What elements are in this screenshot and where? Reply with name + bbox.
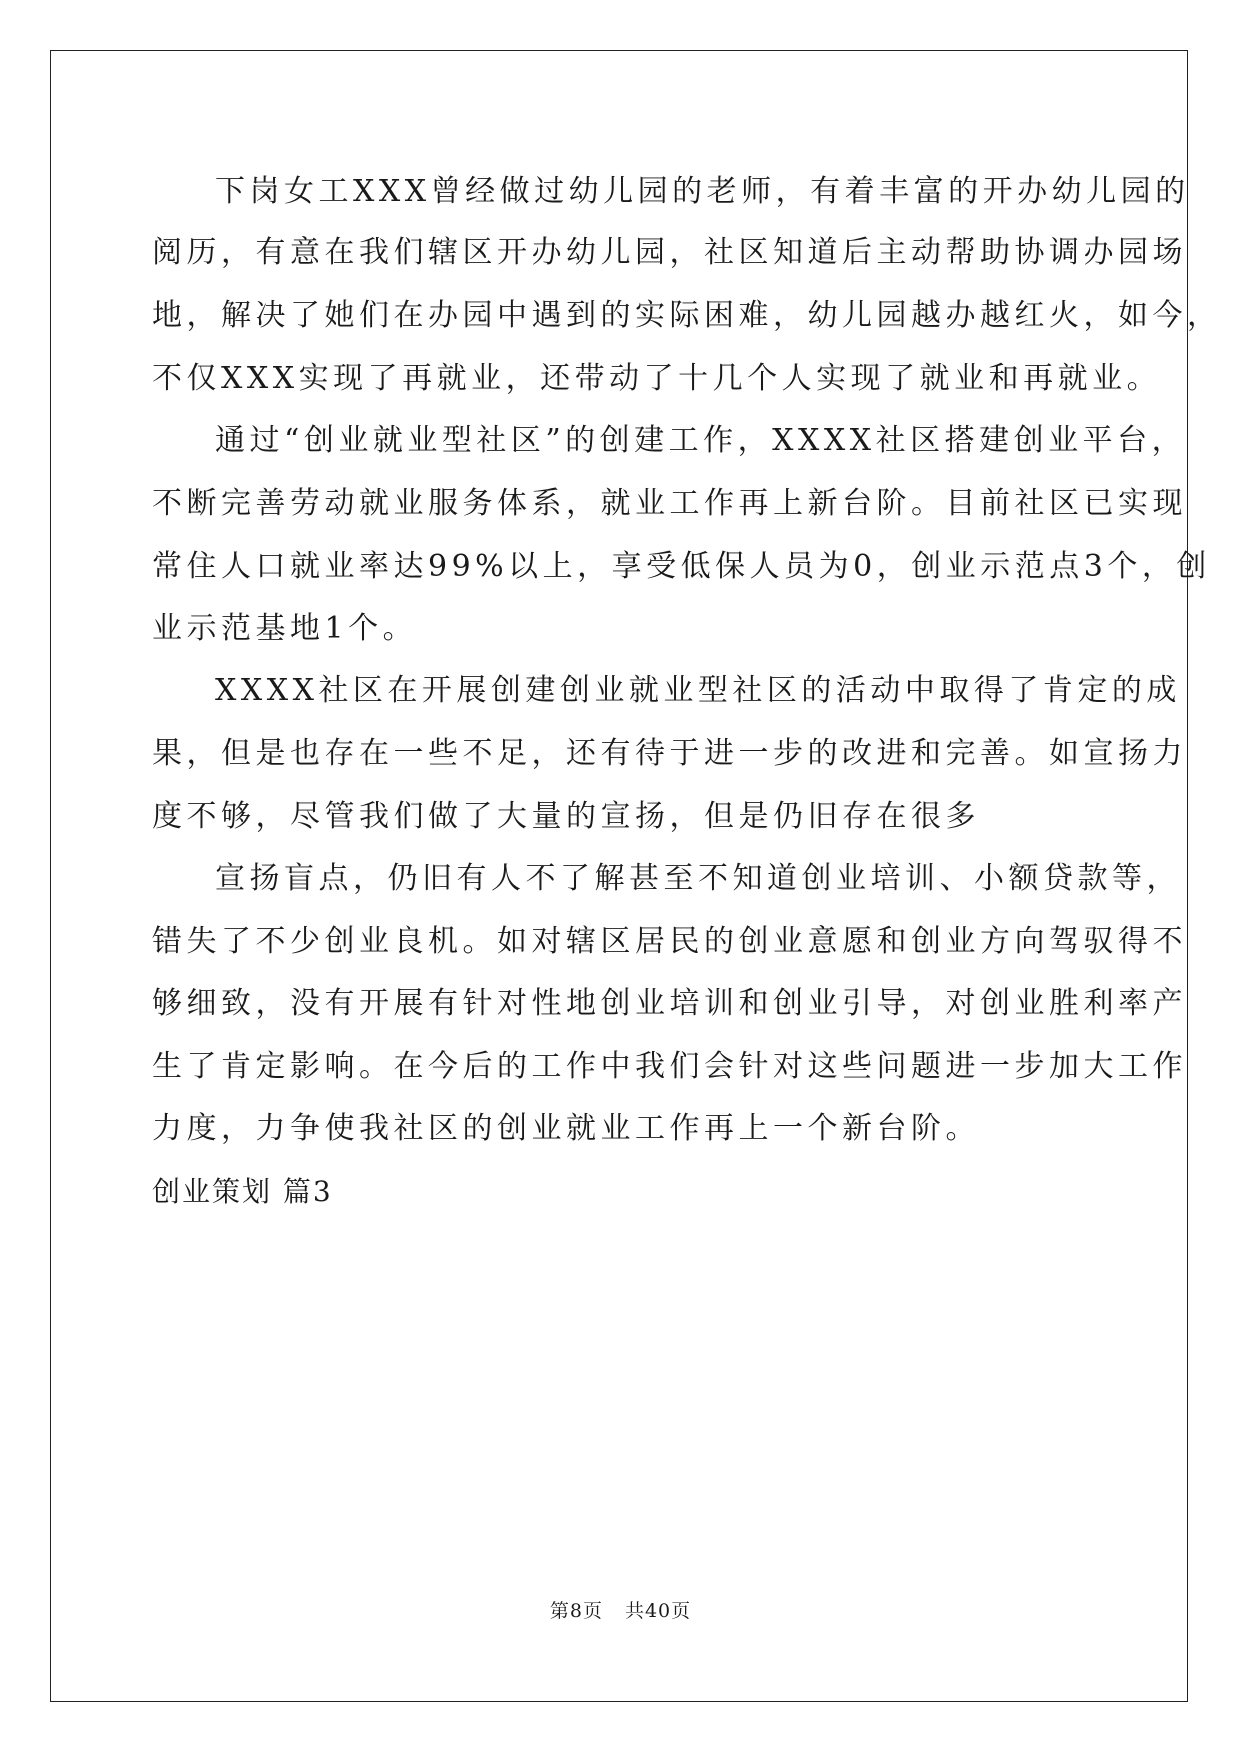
paragraph-1-line-3: 地，解决了她们在办园中遇到的实际困难，幼儿园越办越红火，如今，	[152, 298, 1222, 333]
paragraph-3-line-2: 果，但是也存在一些不足，还有待于进一步的改进和完善。如宣扬力	[152, 736, 1187, 771]
paragraph-4-line-3: 够细致，没有开展有针对性地创业培训和创业引导，对创业胜利率产	[152, 986, 1187, 1021]
paragraph-4-line-4: 生了肯定影响。在今后的工作中我们会针对这些问题进一步加大工作	[152, 1049, 1187, 1084]
page-total: 共40页	[624, 1600, 692, 1622]
paragraph-3-line-3: 度不够，尽管我们做了大量的宣扬，但是仍旧存在很多	[152, 799, 980, 834]
paragraph-4-line-1: 宣扬盲点，仍旧有人不了解甚至不知道创业培训、小额贷款等，	[215, 861, 1181, 896]
paragraph-3-line-1: XXXX社区在开展创建创业就业型社区的活动中取得了肯定的成	[215, 673, 1181, 708]
paragraph-4-line-2: 错失了不少创业良机。如对辖区居民的创业意愿和创业方向驾驭得不	[152, 924, 1187, 959]
paragraph-2-line-4: 业示范基地1个。	[152, 611, 418, 646]
paragraph-1-line-2: 阅历，有意在我们辖区开办幼儿园，社区知道后主动帮助协调办园场	[152, 235, 1187, 270]
paragraph-2-line-2: 不断完善劳动就业服务体系，就业工作再上新台阶。目前社区已实现	[152, 486, 1187, 521]
paragraph-2-line-3: 常住人口就业率达99%以上，享受低保人员为0，创业示范点3个，创	[152, 549, 1211, 584]
page-number: 第8页	[549, 1600, 603, 1622]
paragraph-4-line-5: 力度，力争使我社区的创业就业工作再上一个新台阶。	[152, 1111, 980, 1146]
paragraph-2-line-1: 通过“创业就业型社区”的创建工作，XXXX社区搭建创业平台，	[215, 423, 1187, 458]
paragraph-1-line-4: 不仅XXX实现了再就业，还带动了十几个人实现了就业和再就业。	[152, 361, 1162, 396]
section-heading: 创业策划 篇3	[152, 1175, 333, 1208]
page-footer	[0, 1598, 1241, 1624]
paragraph-1-line-1: 下岗女工XXX曾经做过幼儿园的老师，有着丰富的开办幼儿园的	[215, 174, 1190, 209]
